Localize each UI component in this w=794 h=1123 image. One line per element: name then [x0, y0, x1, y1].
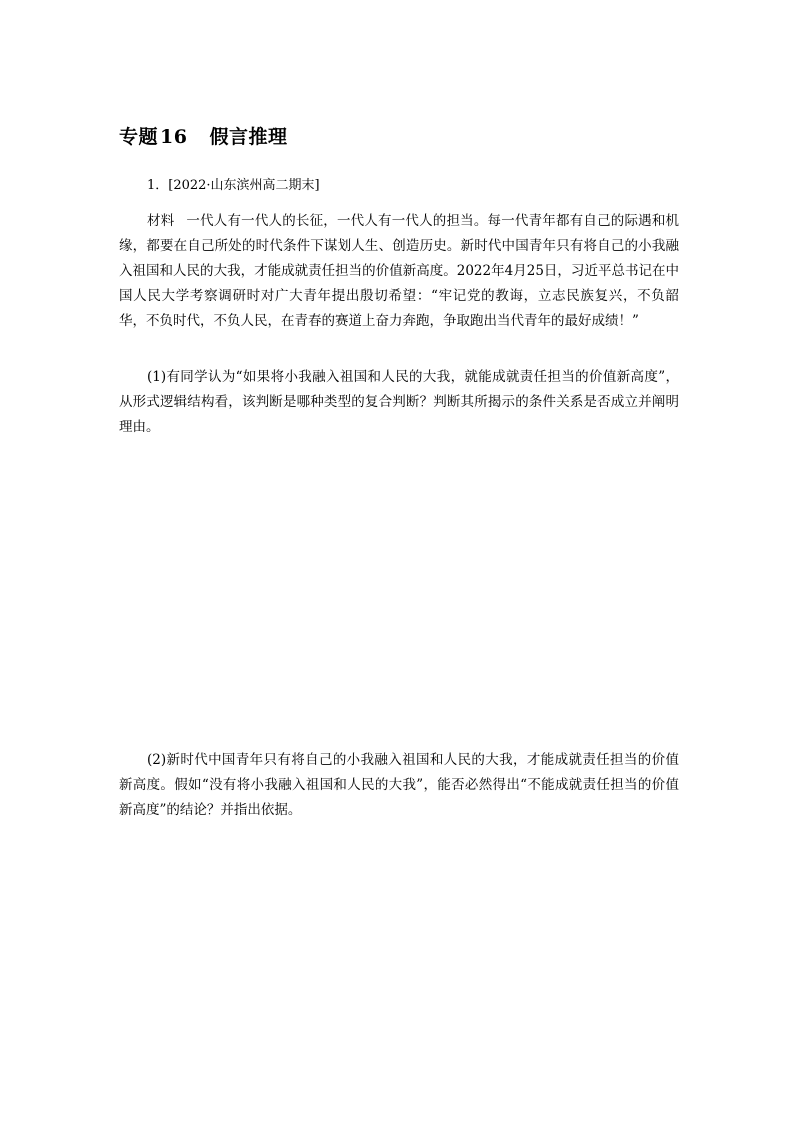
- title-topic: 假言推理: [209, 126, 288, 148]
- question-header: 1．[2022·山东滨州高二期末]: [147, 178, 320, 193]
- material-paragraph: [119, 209, 679, 334]
- material-label: 材料: [147, 213, 175, 229]
- page-title: [119, 122, 287, 149]
- sub-question-2: (2)新时代中国青年只有将自己的小我融入祖国和人民的大我，才能成就责任担当的价值新高度。假如“没有将小我融入祖国和人民的大我”，能否必然得出“不能成就责任担当的价值新高度”的结论？并指出依据。: [119, 752, 679, 818]
- sub-question-1: (1)有同学认为“如果将小我融入祖国和人民的大我，就能成就责任担当的价值新高度”，从形式逻辑结构看，该判断是哪种类型的复合判断？判断其所揭示的条件关系是否成立并阐明理由。: [119, 369, 679, 435]
- title-prefix: 专题: [119, 126, 159, 148]
- material-text: 一代人有一代人的长征，一代人有一代人的担当。每一代青年都有自己的际遇和机缘，都要在自己所处的时代条件下谋划人生、创造历史。新时代中国青年只有将自己的小我融入祖国和人民的大我，才能成就责任担当的价值新高度。2022年4月25日，习近平总书记在中国人民大学考察调研时对广大青年提出殷切希望：“牢记党的教诲，立志民族复兴，不负韶华，不负时代，不负人民，在青春的赛道上奋力奔跑，争取跑出当代青年的最好成绩！”: [119, 213, 680, 329]
- title-number: 16: [160, 126, 188, 148]
